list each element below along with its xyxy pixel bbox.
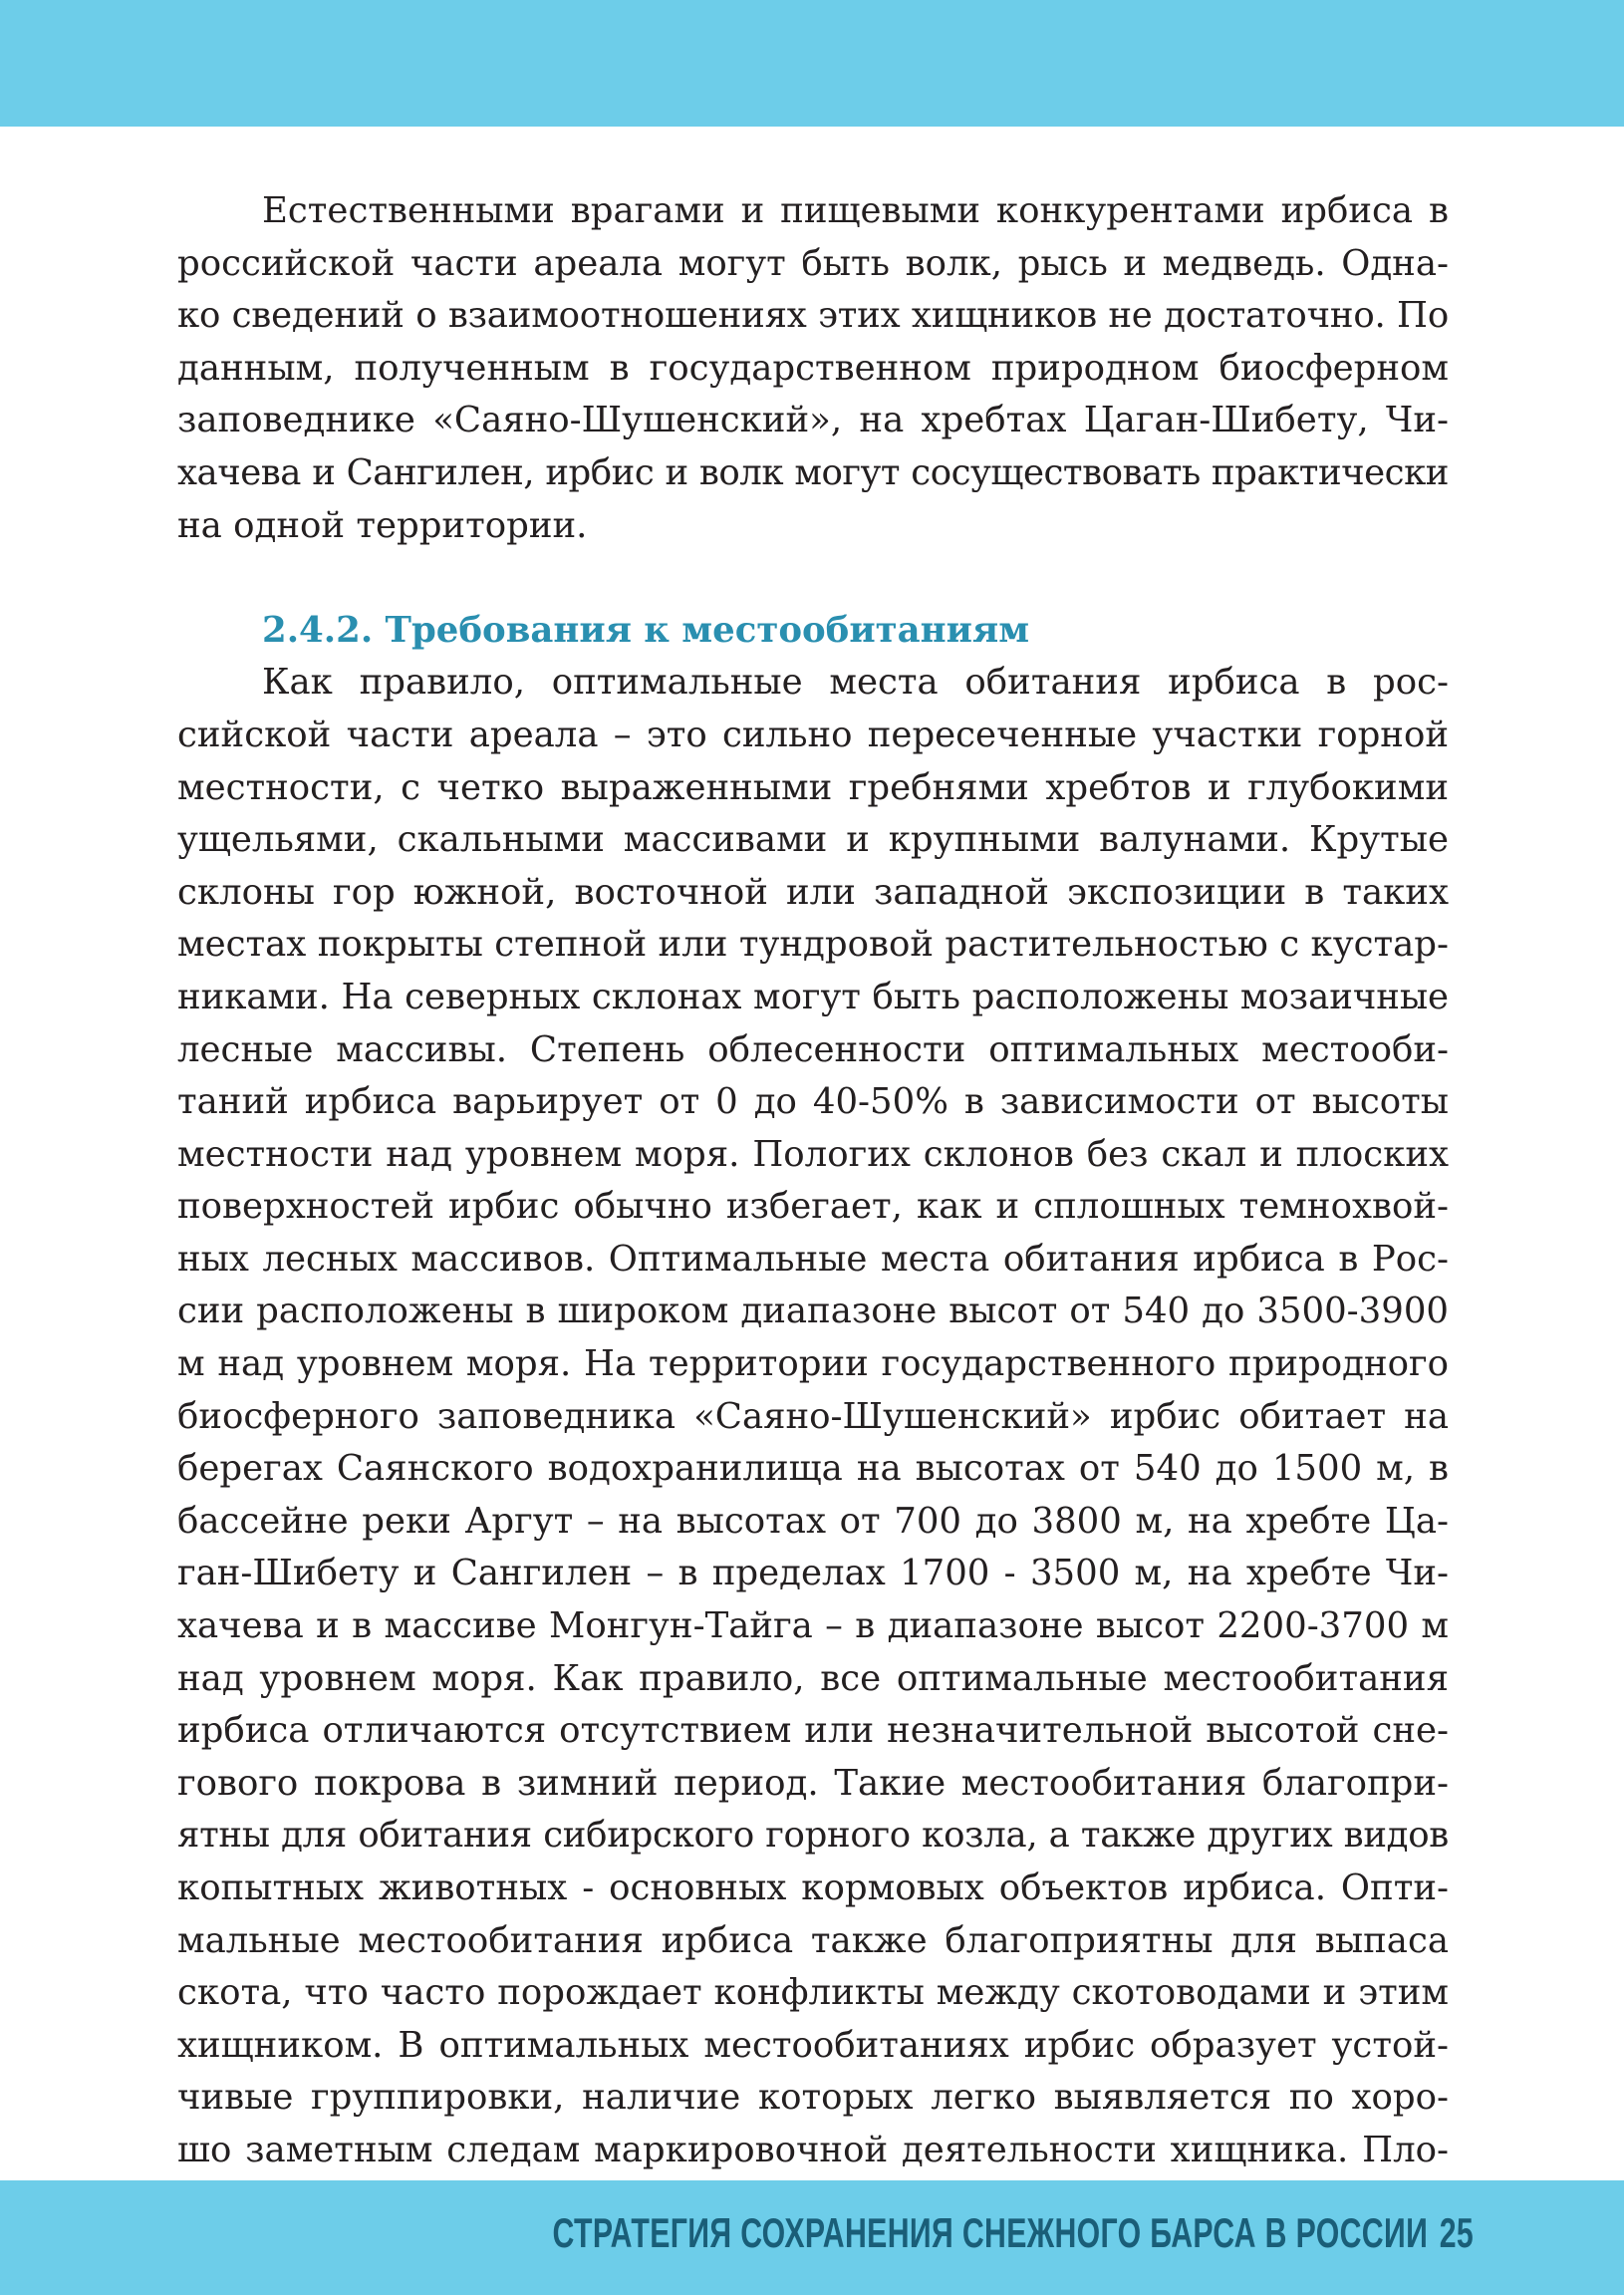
text-line: берегах Саянского водохранилища на высотах от 540 до 1500 м, в (177, 1448, 1449, 1490)
top-color-band (0, 0, 1624, 127)
text-line: лесные массивы. Степень облесенности оптимальных местооби- (177, 1028, 1449, 1070)
text-line: никами. На северных склонах могут быть расположены мозаичные (177, 976, 1449, 1017)
text-line: гового покрова в зимний период. Такие местообитания благопри- (177, 1762, 1449, 1804)
footer-title: СТРАТЕГИЯ СОХРАНЕНИЯ СНЕЖНОГО БАРСА В РОССИИ (552, 2209, 1429, 2256)
text-line: данным, полученным в государственном природном биосферном (177, 347, 1449, 389)
section-heading: 2.4.2. Требования к местообитаниям (262, 609, 1030, 651)
text-line: бассейне реки Аргут – на высотах от 700 до 3800 м, на хребте Ца- (177, 1500, 1449, 1542)
paragraph-natural-enemies (177, 185, 1449, 552)
text-line: сийской части ареала – это сильно пересеченные участки горной (177, 714, 1449, 755)
text-line: м над уровнем моря. На территории государственного природного (177, 1343, 1449, 1385)
page-body (177, 185, 1449, 2177)
text-line: над уровнем моря. Как правило, все оптимальные местообитания (177, 1657, 1449, 1699)
paragraph-habitat-requirements (177, 657, 1449, 2176)
text-line: ущельями, скальными массивами и крупными валунами. Крутые (177, 819, 1449, 861)
text-line: поверхностей ирбис обычно избегает, как и сплошных темнохвой- (177, 1186, 1449, 1228)
text-line: местах покрыты степной или тундровой растительностью с кустар- (177, 924, 1449, 966)
running-footer (552, 2203, 1474, 2263)
text-line: биосферного заповедника «Саяно-Шушенский» ирбис обитает на (177, 1395, 1449, 1437)
text-line: российской части ареала могут быть волк, рысь и медведь. Одна- (177, 242, 1449, 284)
text-line: на одной территории. (177, 504, 588, 546)
text-line: ирбиса отличаются отсутствием или незначительной высотой сне- (177, 1710, 1449, 1752)
text-line: сии расположены в широком диапазоне высот от 540 до 3500-3900 (177, 1291, 1449, 1332)
text-line: склоны гор южной, восточной или западной экспозиции в таких (177, 871, 1449, 913)
text-line: ных лесных массивов. Оптимальные места обитания ирбиса в Рос- (177, 1238, 1449, 1280)
text-line: местности, с четко выраженными гребнями хребтов и глубокими (177, 766, 1449, 808)
text-line: заповеднике «Саяно-Шушенский», на хребтах Цаган-Шибету, Чи- (177, 400, 1449, 441)
text-line: копытных животных - основных кормовых объектов ирбиса. Опти- (177, 1867, 1449, 1908)
text-line: ган-Шибету и Сангилен – в пределах 1700 - 3500 м, на хребте Чи- (177, 1553, 1449, 1594)
text-line: таний ирбиса варьирует от 0 до 40-50% в зависимости от высоты (177, 1081, 1449, 1123)
text-line: хачева и в массиве Монгун-Тайга – в диапазоне высот 2200-3700 м (177, 1605, 1449, 1647)
text-line: чивые группировки, наличие которых легко выявляется по хоро- (177, 2077, 1449, 2119)
text-line: ко сведений о взаимоотношениях этих хищников не достаточно. По (177, 295, 1449, 337)
page-number: 25 (1439, 2209, 1474, 2256)
text-line: ятны для обитания сибирского горного козла, а также других видов (177, 1815, 1449, 1857)
text-line: мальные местообитания ирбиса также благоприятны для выпаса (177, 1919, 1449, 1961)
text-line: хачева и Сангилен, ирбис и волк могут сосуществовать практически (177, 451, 1449, 493)
text-line: хищником. В оптимальных местообитаниях ирбис образует устой- (177, 2024, 1449, 2066)
text-line: скота, что часто порождает конфликты между скотоводами и этим (177, 1972, 1449, 2014)
text-line: шо заметным следам маркировочной деятельности хищника. Пло- (177, 2129, 1449, 2170)
paragraph-gap (177, 552, 1449, 605)
text-line: Естественными врагами и пищевыми конкурентами ирбиса в (262, 190, 1449, 231)
text-line: местности над уровнем моря. Пологих склонов без скал и плоских (177, 1133, 1449, 1175)
text-line: Как правило, оптимальные места обитания ирбиса в рос- (262, 662, 1449, 704)
